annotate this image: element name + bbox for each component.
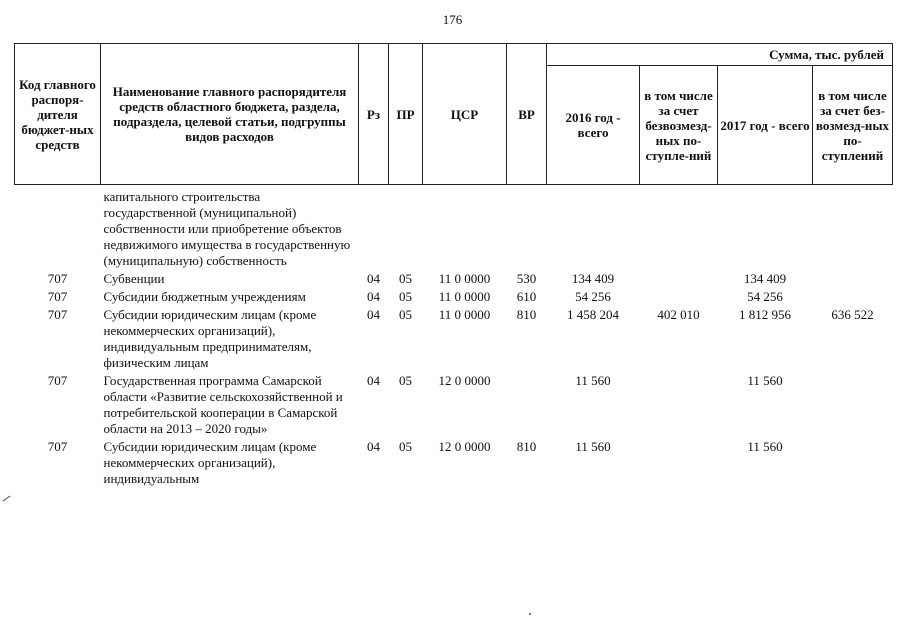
cell-pr [389,189,423,271]
table-row [15,307,893,373]
cell-2016-total: 54 256 [575,289,611,304]
cell-2017-total [718,189,813,271]
cell-vr: 610 [516,289,537,304]
cell-vr: 810 [516,307,537,322]
cell-name: Государственная программа Самарской области «Развитие сельскохозяйственной и потребительской кооперации в Самарской области на 2013 – 2020 годы» [103,373,343,436]
cell-rz: 04 [367,373,380,388]
header-2017-free: в том числе за счет без-возмезд-ных по-ступлений [813,66,893,185]
cell-name: Субвенции [103,271,165,286]
cell-name: Субсидии юридическим лицам (кроме некоммерческих организаций), индивидуальным предпринимателям, физическим лицам [103,307,317,370]
cell-2017-total: 54 256 [747,289,783,304]
cell-2016-total: 134 409 [571,271,615,286]
table-row [15,189,893,271]
cell-csr: 11 0 0000 [438,307,491,322]
header-2017-total: 2017 год - всего [718,66,813,185]
cell-2016-free [640,289,718,307]
cell-code: 707 [47,439,68,454]
cell-code: 707 [47,289,68,304]
cell-2016-total [547,189,640,271]
cell-2016-total: 1 458 204 [567,307,619,322]
header-vr: ВР [507,44,547,185]
cell-name: Субсидии бюджетным учреждениям [103,289,306,304]
cell-csr: 11 0 0000 [438,271,491,286]
cell-2017-total: 11 560 [747,439,783,454]
cell-rz: 04 [367,307,380,322]
cell-vr: 810 [516,439,537,454]
cell-2017-free [813,271,893,289]
cell-code: 707 [47,307,68,322]
cell-2017-free [813,439,893,489]
header-csr: ЦСР [423,44,507,185]
cell-2017-total: 134 409 [743,271,787,286]
cell-csr: 11 0 0000 [438,289,491,304]
scan-mark [529,613,531,615]
table-row [15,439,893,489]
cell-2016-free [640,373,718,439]
header-sum-group: Сумма, тыс. рублей [547,44,893,66]
cell-pr: 05 [399,289,412,304]
cell-2017-free [813,189,893,271]
cell-code [15,189,101,271]
table-row [15,289,893,307]
cell-code: 707 [47,373,68,388]
cell-2016-free: 402 010 [657,307,700,322]
cell-pr: 05 [399,307,412,322]
cell-vr [507,189,547,271]
cell-2017-total: 11 560 [747,373,783,388]
cell-code: 707 [47,271,68,286]
cell-csr: 12 0 0000 [438,373,491,388]
cell-2016-free [640,189,718,271]
budget-table [14,43,893,489]
cell-pr: 05 [399,373,412,388]
cell-2017-free: 636 522 [831,307,874,322]
cell-2016-total: 11 560 [575,373,611,388]
scan-mark [3,496,11,502]
cell-name: Субсидии юридическим лицам (кроме некоммерческих организаций), индивидуальным [103,439,317,486]
cell-csr: 12 0 0000 [438,439,491,454]
cell-2016-free [640,271,718,289]
header-pr: ПР [389,44,423,185]
table-row [15,271,893,289]
cell-pr: 05 [399,439,412,454]
cell-2016-free [640,439,718,489]
cell-rz: 04 [367,289,380,304]
header-name: Наименование главного распорядителя средств областного бюджета, раздела, подраздела, целевой статьи, подгруппы видов расходов [101,44,359,185]
header-rz: Рз [359,44,389,185]
cell-rz: 04 [367,439,380,454]
cell-vr: 530 [516,271,537,286]
table-row [15,373,893,439]
cell-pr: 05 [399,271,412,286]
header-2016-free: в том числе за счет безвозмезд-ных по-ступле-ний [640,66,718,185]
page-number: 176 [442,12,463,27]
cell-name: капитального строительства государственной (муниципальной) собственности или приобретение объектов недвижимого имущества в государственную (муниципальную) собственность [103,189,351,268]
cell-csr [423,189,507,271]
cell-rz [359,189,389,271]
header-2016-total: 2016 год - всего [547,66,640,185]
cell-vr [507,373,547,439]
cell-2017-free [813,289,893,307]
header-code: Код главного распоря-дителя бюджет-ных средств [15,44,101,185]
cell-rz: 04 [367,271,380,286]
cell-2017-free [813,373,893,439]
cell-2016-total: 11 560 [575,439,611,454]
cell-2017-total: 1 812 956 [739,307,791,322]
